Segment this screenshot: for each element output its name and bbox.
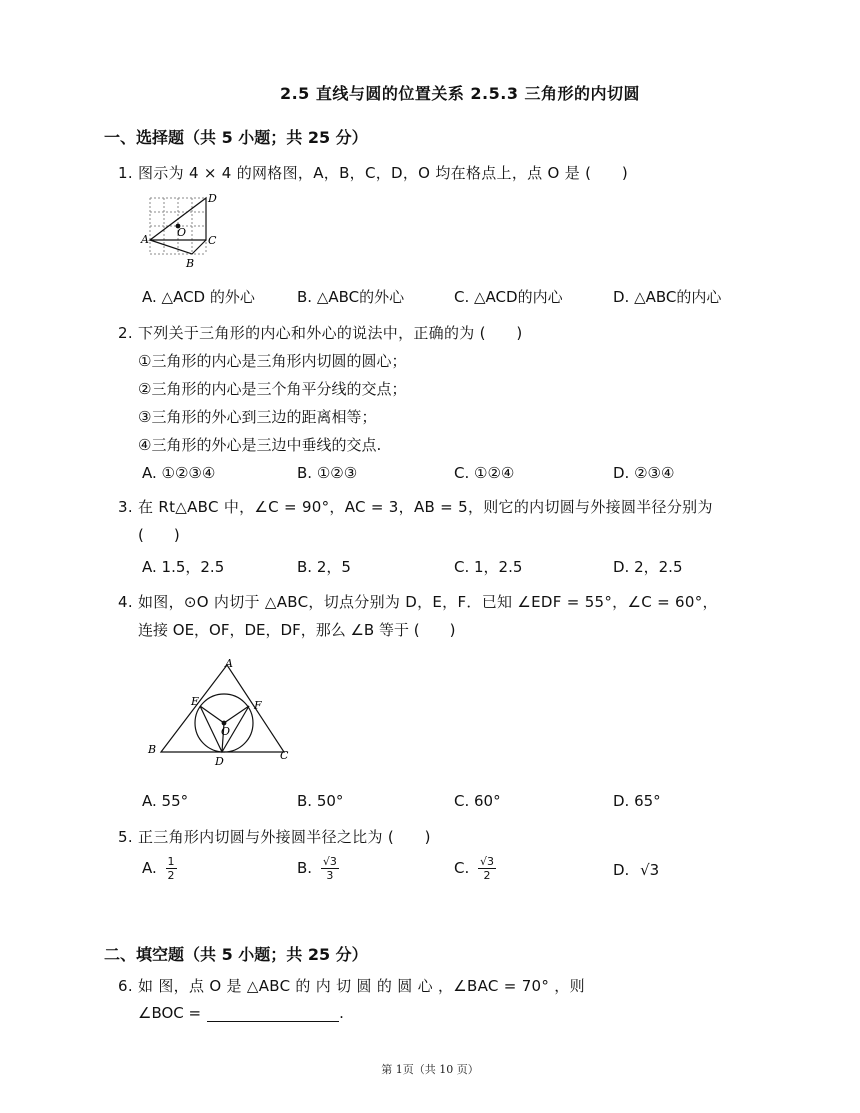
- question-2-stem: 2. 下列关于三角形的内心和外心的说法中，正确的为 ( ): [118, 324, 523, 342]
- q4-option-b: B. 50°: [297, 792, 344, 810]
- q5-option-b-fraction: [321, 855, 339, 882]
- q1-option-d: D. △ABC的内心: [613, 288, 722, 306]
- q1-label-A: A: [141, 233, 149, 246]
- q2-statement-3: ③三角形的外心到三边的距离相等；: [138, 408, 377, 426]
- q4-label-E: E: [191, 695, 200, 708]
- q4-label-D: D: [215, 755, 224, 768]
- q5-option-d: [613, 861, 659, 879]
- q4-label-C: C: [280, 749, 289, 762]
- q1-label-D: D: [208, 192, 217, 205]
- q1-option-a: A. △ACD 的外心: [142, 288, 255, 306]
- q3-option-a: A. 1.5，2.5: [142, 558, 225, 576]
- q5-a-numerator: 1: [167, 855, 175, 868]
- q5-option-d-letter: D.: [613, 861, 630, 879]
- q5-b-numerator: √3: [322, 855, 337, 868]
- q2-statement-1: ①三角形的内心是三角形内切圆的圆心；: [138, 352, 407, 370]
- q5-option-d-value: √3: [640, 861, 660, 879]
- question-6-line2: [138, 1004, 344, 1022]
- q6-angle-label: ∠BOC =: [138, 1004, 202, 1022]
- q2-statement-4: ④三角形的外心是三边中垂线的交点.: [138, 436, 382, 454]
- question-3-stem: 3. 在 Rt△ABC 中，∠C = 90°，AC = 3，AB = 5，则它的内切圆与外接圆半径分别为: [118, 498, 713, 516]
- q5-c-denominator: 2: [483, 869, 491, 882]
- q4-option-c: C. 60°: [454, 792, 501, 810]
- page-footer: 第 1页（共 10 页）: [381, 1063, 479, 1076]
- q1-label-C: C: [208, 234, 217, 247]
- question-5-stem: 5. 正三角形内切圆与外接圆半径之比为 ( ): [118, 828, 431, 846]
- question-6-stem: 6. 如 图，点 O 是 △ABC 的 内 切 圆 的 圆 心 ，∠BAC = 70° ，则: [118, 977, 585, 995]
- question-3-paren: ( ): [138, 526, 180, 544]
- q5-c-numerator: √3: [480, 855, 495, 868]
- page-title: 2.5 直线与圆的位置关系 2.5.3 三角形的内切圆: [279, 84, 641, 103]
- q5-option-c-letter: C.: [454, 859, 470, 877]
- q5-option-b-letter: B.: [297, 859, 313, 877]
- q6-answer-blank: [207, 1007, 339, 1022]
- q3-option-d: D. 2，2.5: [613, 558, 683, 576]
- q5-b-denominator: 3: [326, 869, 334, 882]
- q1-label-B: B: [186, 257, 195, 268]
- q5-option-c: [454, 855, 496, 882]
- q5-option-c-fraction: [478, 855, 496, 882]
- q1-label-O: O: [177, 226, 187, 239]
- q6-period: .: [339, 1004, 344, 1022]
- q2-option-c: C. ①②④: [454, 464, 515, 482]
- q3-option-c: C. 1，2.5: [454, 558, 523, 576]
- q2-option-a: A. ①②③④: [142, 464, 216, 482]
- question-4-stem: 4. 如图，⊙O 内切于 △ABC，切点分别为 D，E，F．已知 ∠EDF = 55°，∠C = 60°，: [118, 593, 718, 611]
- q1-grid-figure: [138, 192, 224, 268]
- q4-label-A: A: [225, 657, 233, 670]
- q5-option-a: [142, 855, 177, 882]
- q3-option-b: B. 2，5: [297, 558, 351, 576]
- q2-statement-2: ②三角形的内心是三个角平分线的交点；: [138, 380, 407, 398]
- q1-option-c: C. △ACD的内心: [454, 288, 563, 306]
- q4-option-d: D. 65°: [613, 792, 661, 810]
- question-1-stem: 1. 图示为 4 × 4 的网格图，A，B，C，D，O 均在格点上，点 O 是 ( ): [118, 164, 628, 182]
- section-heading-fill-in: 二、填空题（共 5 小题；共 25 分）: [104, 945, 368, 964]
- q5-a-denominator: 2: [167, 869, 175, 882]
- q2-option-d: D. ②③④: [613, 464, 675, 482]
- q1-option-b: B. △ABC的外心: [297, 288, 405, 306]
- q4-label-O: O: [221, 725, 231, 738]
- q4-option-a: A. 55°: [142, 792, 189, 810]
- q4-label-F: F: [254, 699, 262, 712]
- q4-incircle-figure: [142, 655, 302, 770]
- section-heading-choice: 一、选择题（共 5 小题；共 25 分）: [104, 128, 368, 147]
- q5-option-a-letter: A.: [142, 859, 157, 877]
- q2-option-b: B. ①②③: [297, 464, 358, 482]
- q5-option-b: [297, 855, 339, 882]
- question-4-stem-line2: 连接 OE，OF，DE，DF，那么 ∠B 等于 ( ): [138, 621, 456, 639]
- q4-label-B: B: [148, 743, 157, 756]
- q5-option-a-fraction: [166, 855, 177, 882]
